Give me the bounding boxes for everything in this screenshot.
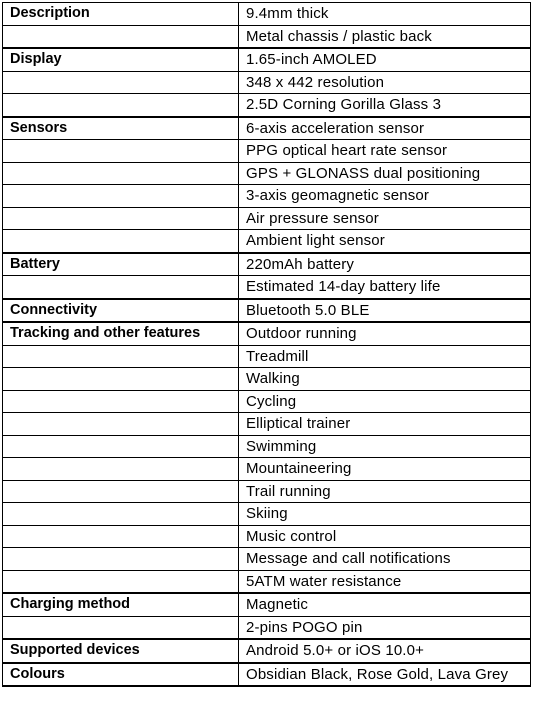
spec-value: 5ATM water resistance (239, 570, 531, 593)
spec-group-row (3, 593, 531, 616)
spec-row (3, 185, 531, 208)
spec-row (3, 413, 531, 436)
spec-value: Walking (239, 368, 531, 391)
spec-category (3, 503, 239, 526)
spec-row (3, 25, 531, 48)
spec-category (3, 162, 239, 185)
spec-value: PPG optical heart rate sensor (239, 140, 531, 163)
spec-value: Metal chassis / plastic back (239, 25, 531, 48)
spec-row (3, 368, 531, 391)
spec-row (3, 503, 531, 526)
spec-row (3, 230, 531, 253)
spec-row (3, 207, 531, 230)
spec-row (3, 480, 531, 503)
spec-group-row (3, 48, 531, 71)
spec-category (3, 570, 239, 593)
spec-group-row (3, 117, 531, 140)
spec-row (3, 435, 531, 458)
spec-row (3, 276, 531, 299)
spec-value: 6-axis acceleration sensor (239, 117, 531, 140)
spec-row (3, 570, 531, 593)
spec-value: Android 5.0+ or iOS 10.0+ (239, 639, 531, 663)
spec-category (3, 94, 239, 117)
spec-category (3, 71, 239, 94)
spec-group-row (3, 253, 531, 276)
spec-row (3, 71, 531, 94)
spec-value: Estimated 14-day battery life (239, 276, 531, 299)
spec-value: Cycling (239, 390, 531, 413)
spec-value: GPS + GLONASS dual positioning (239, 162, 531, 185)
spec-category: Colours (3, 663, 239, 687)
spec-category (3, 458, 239, 481)
spec-row (3, 616, 531, 639)
spec-value: 220mAh battery (239, 253, 531, 276)
spec-row (3, 390, 531, 413)
spec-row (3, 345, 531, 368)
spec-category: Description (3, 3, 239, 26)
spec-category (3, 207, 239, 230)
spec-category (3, 480, 239, 503)
spec-group-row (3, 299, 531, 323)
spec-value: Music control (239, 525, 531, 548)
spec-category: Tracking and other features (3, 322, 239, 345)
spec-row (3, 525, 531, 548)
spec-value: Air pressure sensor (239, 207, 531, 230)
spec-category (3, 435, 239, 458)
spec-category (3, 276, 239, 299)
spec-value: Ambient light sensor (239, 230, 531, 253)
spec-group-row (3, 663, 531, 687)
spec-category (3, 525, 239, 548)
spec-value: 2-pins POGO pin (239, 616, 531, 639)
spec-category: Sensors (3, 117, 239, 140)
spec-value: Elliptical trainer (239, 413, 531, 436)
spec-value: 3-axis geomagnetic sensor (239, 185, 531, 208)
spec-row (3, 548, 531, 571)
spec-value: Treadmill (239, 345, 531, 368)
spec-category: Battery (3, 253, 239, 276)
spec-category (3, 548, 239, 571)
spec-value: Bluetooth 5.0 BLE (239, 299, 531, 323)
spec-category: Display (3, 48, 239, 71)
spec-value: 1.65-inch AMOLED (239, 48, 531, 71)
spec-category: Supported devices (3, 639, 239, 663)
spec-table-body (3, 3, 531, 687)
spec-category (3, 25, 239, 48)
spec-category: Connectivity (3, 299, 239, 323)
spec-value: Mountaineering (239, 458, 531, 481)
spec-category (3, 616, 239, 639)
spec-row (3, 458, 531, 481)
spec-row (3, 162, 531, 185)
spec-category (3, 140, 239, 163)
spec-value: Message and call notifications (239, 548, 531, 571)
spec-category (3, 368, 239, 391)
spec-row (3, 140, 531, 163)
spec-group-row (3, 3, 531, 26)
spec-category: Charging method (3, 593, 239, 616)
spec-value: Magnetic (239, 593, 531, 616)
spec-value: Swimming (239, 435, 531, 458)
spec-value: 348 x 442 resolution (239, 71, 531, 94)
spec-table (2, 2, 531, 687)
spec-value: Outdoor running (239, 322, 531, 345)
spec-value: Skiing (239, 503, 531, 526)
spec-category (3, 345, 239, 368)
spec-value: Trail running (239, 480, 531, 503)
spec-category (3, 413, 239, 436)
spec-category (3, 230, 239, 253)
spec-row (3, 94, 531, 117)
spec-group-row (3, 639, 531, 663)
spec-value: Obsidian Black, Rose Gold, Lava Grey (239, 663, 531, 687)
spec-value: 9.4mm thick (239, 3, 531, 26)
spec-category (3, 185, 239, 208)
spec-category (3, 390, 239, 413)
spec-group-row (3, 322, 531, 345)
spec-value: 2.5D Corning Gorilla Glass 3 (239, 94, 531, 117)
